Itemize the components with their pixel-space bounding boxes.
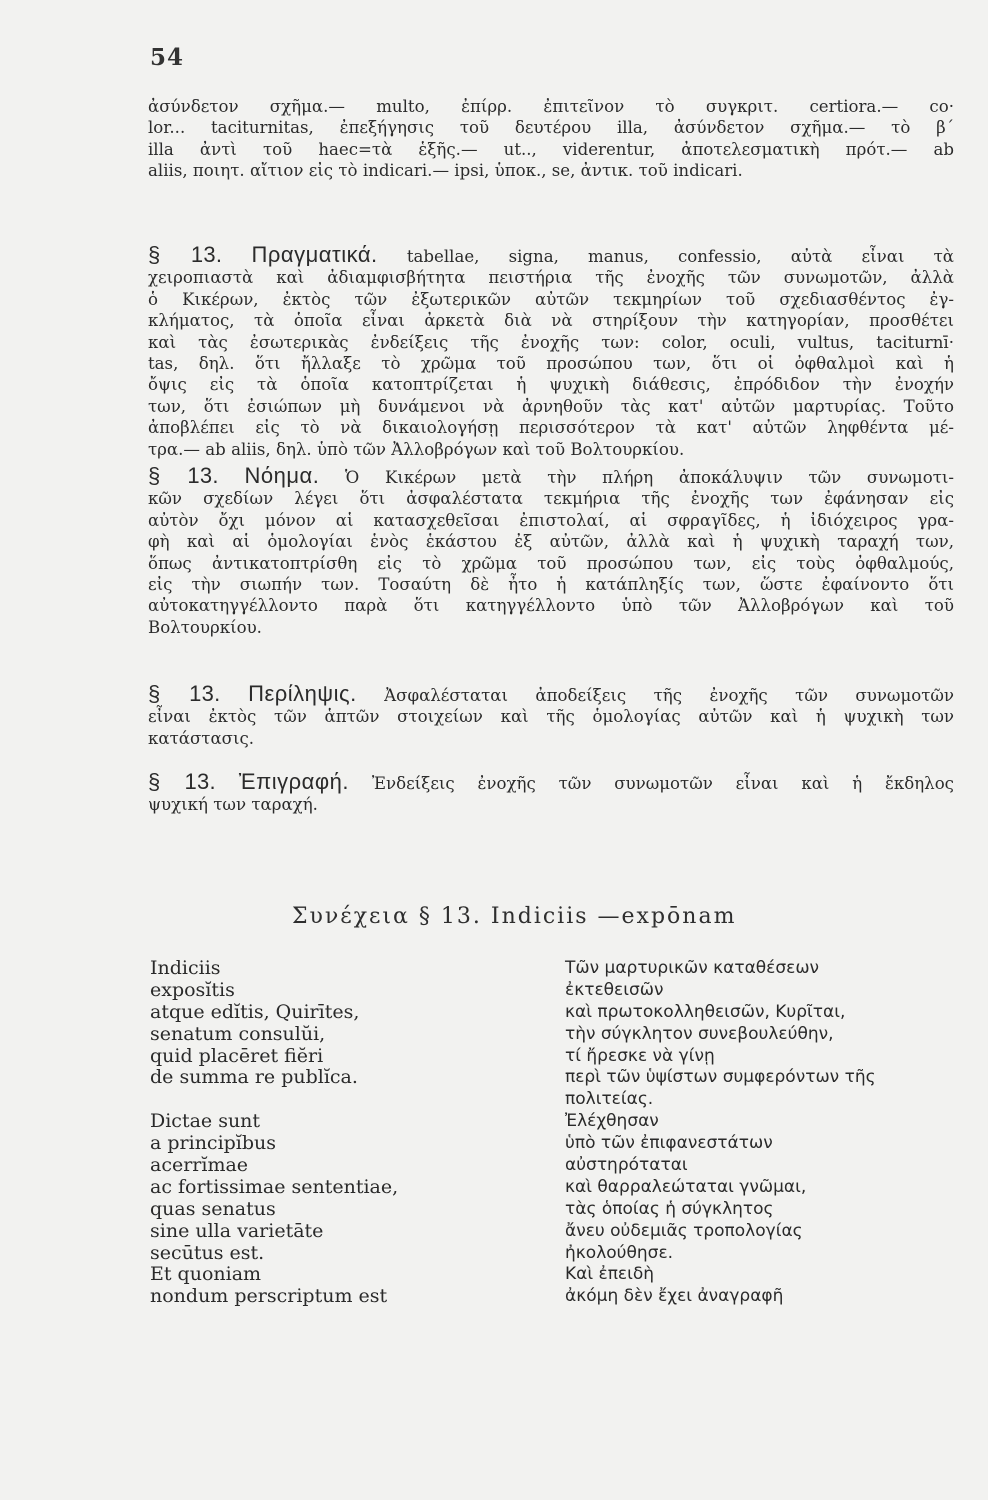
paragraph-line: χειροπιαστὰ καὶ ἀδιαμφισβήτητα πειστήρια τῆς ἐνοχῆς τῶν συνωμοτῶν, ἀλλὰ bbox=[148, 268, 954, 288]
paragraph-line: κατάστασις. bbox=[148, 728, 255, 748]
latin-line: senatum consulŭi, bbox=[150, 1022, 326, 1045]
latin-line: exposĭtis bbox=[150, 978, 235, 1001]
paragraph-line: ὁ Κικέρων, ἐκτὸς τῶν ἐξωτερικῶν αὐτῶν τεκμηρίων τοῦ σχεδιασθέντος ἐγ- bbox=[148, 289, 954, 309]
paragraph-line: των, ὅτι ἐσιώπων μὴ δυνάμενοι νὰ ἀρνηθοῦν τὰς κατ' αὐτῶν μαρτυρίας. Τοῦτο bbox=[148, 396, 954, 416]
section-title: Νόημα. bbox=[244, 463, 320, 488]
paragraph-line: Ἐνδείξεις ἐνοχῆς τῶν συνωμοτῶν εἶναι καὶ ἡ ἔκδηλος bbox=[371, 774, 954, 793]
paragraph-line: tas, δηλ. ὅτι ἤλλαξε τὸ χρῶμα τοῦ προσώπου των, ὅτι οἱ ὀφθαλμοὶ καὶ ἡ bbox=[148, 354, 954, 374]
section-epigrafi bbox=[148, 771, 954, 816]
paragraph-line: ὅπως ἀντικατοπτρίσθη εἰς τὸ χρῶμα τοῦ προσώπου των, εἰς τοὺς ὀφθαλμούς, bbox=[148, 553, 954, 573]
intro-line: ἀσύνδετον σχῆμα.— multo, ἐπίρρ. ἐπιτεῖνον τὸ συγκριτ. certiora.— co· bbox=[148, 97, 954, 116]
greek-translation-column bbox=[565, 958, 965, 1308]
greek-line: ἠκολούθησε. bbox=[565, 1242, 674, 1263]
latin-line: a principĭbus bbox=[150, 1132, 277, 1155]
paragraph-line: καὶ τὰς ἐσωτερικὰς ἐνδείξεις τῆς ἐνοχῆς των: color, oculi, vultus, taciturnī· bbox=[148, 332, 954, 352]
paragraph-line: κλήματος, τὰ ὁποῖα εἶναι ἀρκετὰ διὰ νὰ στηρίξουν τὴν κατηγορίαν, προσθέτει bbox=[148, 311, 954, 331]
greek-line: Καὶ ἐπειδὴ bbox=[565, 1264, 655, 1285]
section-title: Πραγματικά. bbox=[251, 242, 378, 267]
page-number: 54 bbox=[150, 44, 185, 71]
greek-line: καὶ θαρραλεώταται γνῶμαι, bbox=[565, 1176, 807, 1197]
latin-spacer bbox=[150, 1089, 530, 1111]
greek-line: πολιτείας. bbox=[565, 1089, 654, 1110]
paragraph-line: Βολτουρκίου. bbox=[148, 617, 262, 637]
intro-line: lor... taciturnitas, ἐπεξήγησις τοῦ δευτέρου illa, ἀσύνδετον σχῆμα.— τὸ β΄ bbox=[148, 118, 954, 138]
greek-line: ἄνευ οὐδεμιᾶς τροπολογίας bbox=[565, 1220, 803, 1241]
greek-line: τί ἤρεσκε νὰ γίνῃ bbox=[565, 1045, 715, 1066]
paragraph-line: ὄψις εἰς τὰ ὁποῖα κατοπτρίζεται ἡ ψυχικὴ διάθεσις, ἐπρόδιδον τὴν ἐνοχήν bbox=[148, 375, 954, 395]
latin-line: Dictae sunt bbox=[150, 1110, 261, 1133]
greek-line: τὴν σύγκλητον συνεβουλεύθην, bbox=[565, 1023, 834, 1044]
section-noima bbox=[148, 465, 954, 638]
paragraph-line: Ἀσφαλέσταται ἀποδείξεις τῆς ἐνοχῆς τῶν συνωμοτῶν bbox=[384, 686, 955, 705]
intro-line: illa ἀντὶ τοῦ haec=τὰ ἑξῆς.— ut.., viderentur, ἀποτελεσματικὴ πρότ.— ab bbox=[148, 139, 954, 159]
section-label: § 13. bbox=[148, 769, 216, 794]
paragraph-line: αὐτὸν ὄχι μόνον αἱ κατασχεθεῖσαι ἐπιστολαί, αἱ σφραγῖδες, ἡ ἰδιόχειρος γρα- bbox=[148, 510, 954, 530]
greek-line: ἐκτεθεισῶν bbox=[565, 979, 664, 1000]
paragraph-line: ψυχική των ταραχή. bbox=[148, 795, 318, 815]
latin-line: de summa re publĭca. bbox=[150, 1066, 358, 1089]
intro-commentary bbox=[148, 96, 954, 182]
latin-line: ac fortissimae sententiae, bbox=[150, 1175, 399, 1198]
intro-line: aliis, ποιητ. αἴτιον εἰς τὸ indicari.— ipsi, ὑποκ., se, ἀντικ. τοῦ indicari. bbox=[148, 161, 743, 181]
greek-line: τὰς ὁποίας ἡ σύγκλητος bbox=[565, 1198, 774, 1219]
continuation-heading: Συνέχεια § 13. Indiciis —expōnam bbox=[292, 904, 737, 929]
section-title: Περίληψις. bbox=[248, 681, 357, 706]
greek-line: ὑπὸ τῶν ἐπιφανεστάτων bbox=[565, 1133, 773, 1154]
greek-line: ἀκόμη δὲν ἔχει ἀναγραφῆ bbox=[565, 1286, 784, 1307]
latin-line: nondum perscriptum est bbox=[150, 1285, 388, 1308]
paragraph-line: Ὁ Κικέρων μετὰ τὴν πλήρη ἀποκάλυψιν τῶν συνωμοτι- bbox=[345, 468, 955, 487]
section-label: § 13. bbox=[148, 242, 223, 267]
paragraph-line: tabellae, signa, manus, confessio, αὐτὰ εἶναι τὰ bbox=[406, 247, 954, 266]
section-perilipsis bbox=[148, 683, 954, 749]
paragraph-line: ἀποβλέπει εἰς τὸ νὰ δικαιολογήσῃ περισσότερον τὰ κατ' αὐτῶν ληφθέντα μέ- bbox=[148, 418, 954, 438]
latin-line: sine ulla varietāte bbox=[150, 1219, 324, 1242]
section-label: § 13. bbox=[148, 463, 219, 488]
latin-line: quid placēret fiĕri bbox=[150, 1044, 324, 1067]
paragraph-line: κῶν σχεδίων λέγει ὅτι ἀσφαλέστατα τεκμήρια τῆς ἐνοχῆς των ἐφάνησαν εἰς bbox=[148, 489, 954, 509]
section-title: Ἐπιγραφή. bbox=[238, 769, 350, 794]
paragraph-line: τρα.— ab aliis, δηλ. ὑπὸ τῶν Ἀλλοβρόγων καὶ τοῦ Βολτουρκίου. bbox=[148, 439, 685, 459]
latin-line: acerrĭmae bbox=[150, 1154, 249, 1177]
latin-line: Et quoniam bbox=[150, 1263, 262, 1286]
greek-line: Τῶν μαρτυρικῶν καταθέσεων bbox=[565, 958, 820, 978]
section-pragmatika bbox=[148, 244, 954, 460]
greek-line: Ἐλέχθησαν bbox=[565, 1111, 659, 1132]
section-label: § 13. bbox=[148, 681, 221, 706]
greek-line: περὶ τῶν ὑψίστων συμφερόντων τῆς bbox=[565, 1067, 876, 1088]
paragraph-line: εἰς τὴν σιωπήν των. Τοσαύτη δὲ ἦτο ἡ κατάπληξίς των, ὥστε ἐφαίνοντο ὅτι bbox=[148, 575, 954, 595]
greek-line: αὐστηρόταται bbox=[565, 1155, 688, 1176]
latin-line: Indiciis bbox=[150, 957, 221, 979]
paragraph-line: αὐτοκατηγγέλλοντο παρὰ ὅτι κατηγγέλλοντο ὑπὸ τῶν Ἀλλοβρόγων καὶ τοῦ bbox=[148, 596, 954, 616]
latin-line: quas senatus bbox=[150, 1197, 276, 1220]
greek-line: καὶ πρωτοκολληθεισῶν, Κυρῖται, bbox=[565, 1001, 846, 1022]
latin-line: atque edĭtis, Quirītes, bbox=[150, 1000, 360, 1023]
paragraph-line: εἶναι ἐκτὸς τῶν ἁπτῶν στοιχείων καὶ τῆς ὁμολογίας αὐτῶν καὶ ἡ ψυχικὴ των bbox=[148, 707, 954, 727]
latin-text-column bbox=[150, 958, 530, 1308]
latin-line: secūtus est. bbox=[150, 1241, 265, 1264]
paragraph-line: φὴ καὶ αἱ ὁμολογίαι ἑνὸς ἑκάστου ἐξ αὐτῶν, ἀλλὰ καὶ ἡ ψυχικὴ ταραχή των, bbox=[148, 532, 954, 552]
